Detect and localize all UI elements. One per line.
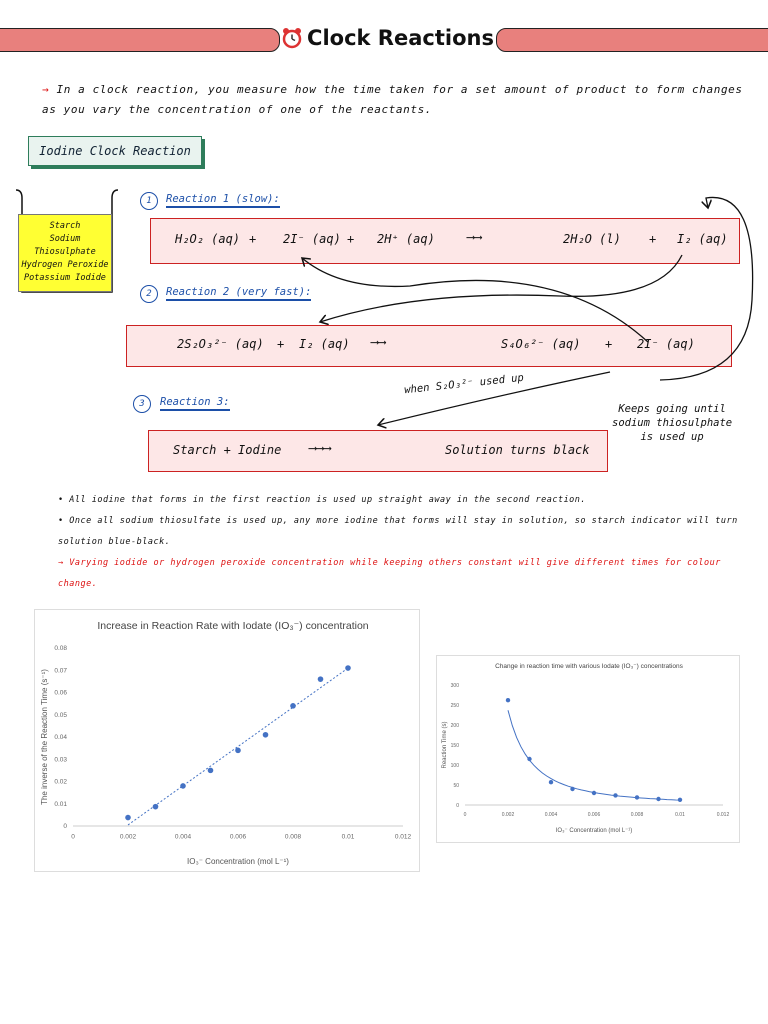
data-point [263, 732, 269, 738]
x-tick-label: 0.004 [544, 812, 558, 818]
r1-term: I₂ (aq) [677, 232, 728, 246]
x-tick-label: 0.004 [174, 833, 192, 841]
y-tick-label: 0.08 [54, 645, 67, 652]
x-tick-label: 0.006 [229, 833, 247, 841]
chart-rate-vs-iodate [34, 609, 420, 872]
reagent-item: Starch [49, 221, 81, 231]
data-point [549, 780, 553, 784]
x-tick-label: 0 [71, 833, 75, 841]
x-tick-label: 0.002 [501, 812, 515, 818]
x-tick-label: 0.012 [716, 812, 730, 818]
r2-term: I₂ (aq) [299, 337, 350, 351]
x-tick-label: 0.01 [675, 812, 685, 818]
chart-title: Increase in Reaction Rate with Iodate (IO₃⁻) concentration [97, 620, 369, 632]
reaction1-label: Reaction 1 (slow): [166, 193, 280, 208]
chart1-svg [35, 610, 419, 871]
r1-term: 2I⁻ (aq) [283, 232, 341, 246]
reagent-item: Potassium Iodide [24, 273, 106, 283]
y-tick-label: 0.01 [54, 800, 67, 808]
x-tick-label: 0.002 [119, 833, 137, 841]
x-axis-label: IO₃⁻ Concentration (mol L⁻¹) [555, 828, 633, 834]
bullet-item: • All iodine that forms in the first reaction is used up straight away in the second reaction. [58, 495, 587, 505]
y-tick-label: 0 [63, 823, 67, 830]
r2-term: 2S₂O₃²⁻ (aq) [177, 337, 264, 351]
arrow-iodide-to-r1 [302, 258, 648, 342]
r2-term: + [277, 337, 285, 351]
x-tick-label: 0.008 [284, 833, 302, 841]
arrow-to-r3 [378, 372, 610, 425]
bullet-item-highlight: → Varying iodide or hydrogen peroxide concentration while keeping others constant will give different times for colour change. [58, 558, 721, 589]
y-tick-label: 0.05 [54, 711, 67, 719]
reaction2-number: 2 [140, 285, 158, 303]
bullet-list [58, 490, 748, 595]
x-tick-label: 0.008 [630, 812, 644, 818]
data-point [570, 787, 574, 791]
data-point [656, 797, 660, 801]
x-axis-label: IO₃⁻ Concentration (mol L⁻¹) [187, 857, 289, 866]
y-tick-label: 50 [453, 783, 459, 789]
reaction2-label: Reaction 2 (very fast): [166, 286, 311, 301]
reagent-item: Hydrogen Peroxide [21, 260, 109, 270]
arrow-i2-to-r2 [320, 255, 682, 322]
data-point [318, 676, 324, 682]
r1-term: 2H⁺ (aq) [377, 232, 435, 246]
y-tick-label: 0.02 [54, 778, 67, 786]
data-point [180, 783, 186, 789]
y-tick-label: 0.06 [54, 689, 67, 697]
data-point [613, 793, 617, 797]
note-thiosulphate-used: when S₂O₃²⁻ used up [403, 371, 525, 397]
y-tick-label: 0.03 [54, 756, 67, 764]
intro-text: In a clock reaction, you measure how the time taken for a set amount of product to form changes as you vary the concentration of one of the reactants. [42, 83, 743, 116]
y-axis-label: Reaction Time (s) [442, 721, 448, 769]
reaction3-label: Reaction 3: [160, 396, 230, 411]
chart-title: Change in reaction time with various Iodate (IO₃⁻) concentrations [495, 663, 683, 670]
y-tick-label: 150 [450, 743, 459, 749]
r1-term: + [347, 232, 355, 246]
note-line: sodium thiosulphate [612, 417, 733, 429]
x-tick-label: 0.006 [587, 812, 601, 818]
note-line: Keeps going until [618, 403, 726, 415]
title-text: Clock Reactions [307, 26, 494, 50]
y-tick-label: 0 [456, 803, 459, 809]
data-point [235, 748, 241, 754]
bullet-item: • Once all sodium thiosulfate is used up, any more iodine that forms will stay in solution, so starch indicator will turn solution blue-black. [58, 516, 738, 547]
r2-term: S₄O₆²⁻ (aq) [501, 337, 581, 351]
y-tick-label: 250 [450, 703, 459, 709]
reaction3-number: 3 [133, 395, 151, 413]
data-point [153, 804, 159, 810]
data-point [345, 665, 351, 671]
arrow-loop [660, 197, 753, 380]
r2-term: + [605, 337, 613, 351]
data-point [527, 757, 531, 761]
reaction1-number: 1 [140, 192, 158, 210]
x-tick-label: 0.012 [394, 833, 412, 841]
trendline [508, 710, 680, 800]
data-point [125, 815, 131, 821]
r1-term: + [249, 232, 257, 246]
data-point [208, 768, 214, 774]
iodine-clock-text: Iodine Clock Reaction [39, 144, 191, 158]
y-tick-label: 300 [450, 683, 459, 689]
x-tick-label: 0 [463, 812, 467, 818]
r3-term: Solution turns black [445, 443, 590, 457]
r2-arrow: ⟶⟶ [371, 335, 386, 349]
data-point [635, 795, 639, 799]
x-tick-label: 0.01 [341, 833, 355, 841]
y-tick-label: 100 [450, 763, 459, 769]
r1-arrow: ⟶⟶ [467, 230, 482, 244]
y-tick-label: 200 [450, 723, 459, 729]
reaction-arrows [0, 0, 768, 480]
y-tick-label: 0.04 [54, 734, 67, 741]
reagent-item: Sodium Thiosulphate [34, 234, 96, 257]
r3-term: Starch + Iodine [173, 443, 282, 457]
r2-term: 2I⁻ (aq) [637, 337, 695, 351]
arrow-icon: → [42, 83, 50, 96]
r1-term: 2H₂O (l) [563, 232, 621, 246]
r3-arrow: ⟶⟶⟶ [309, 441, 331, 455]
data-point [506, 698, 510, 702]
chart2-svg [437, 656, 739, 842]
chart-time-vs-iodate [436, 655, 740, 843]
data-point [592, 791, 596, 795]
data-point [678, 798, 682, 802]
y-tick-label: 0.07 [54, 667, 67, 675]
trendline [128, 668, 348, 825]
note-line: is used up [640, 431, 704, 443]
data-point [290, 703, 296, 709]
r1-term: H₂O₂ (aq) [175, 232, 241, 246]
r1-term: + [649, 232, 657, 246]
y-axis-label: The inverse of the Reaction Time (s⁻¹) [40, 669, 49, 805]
